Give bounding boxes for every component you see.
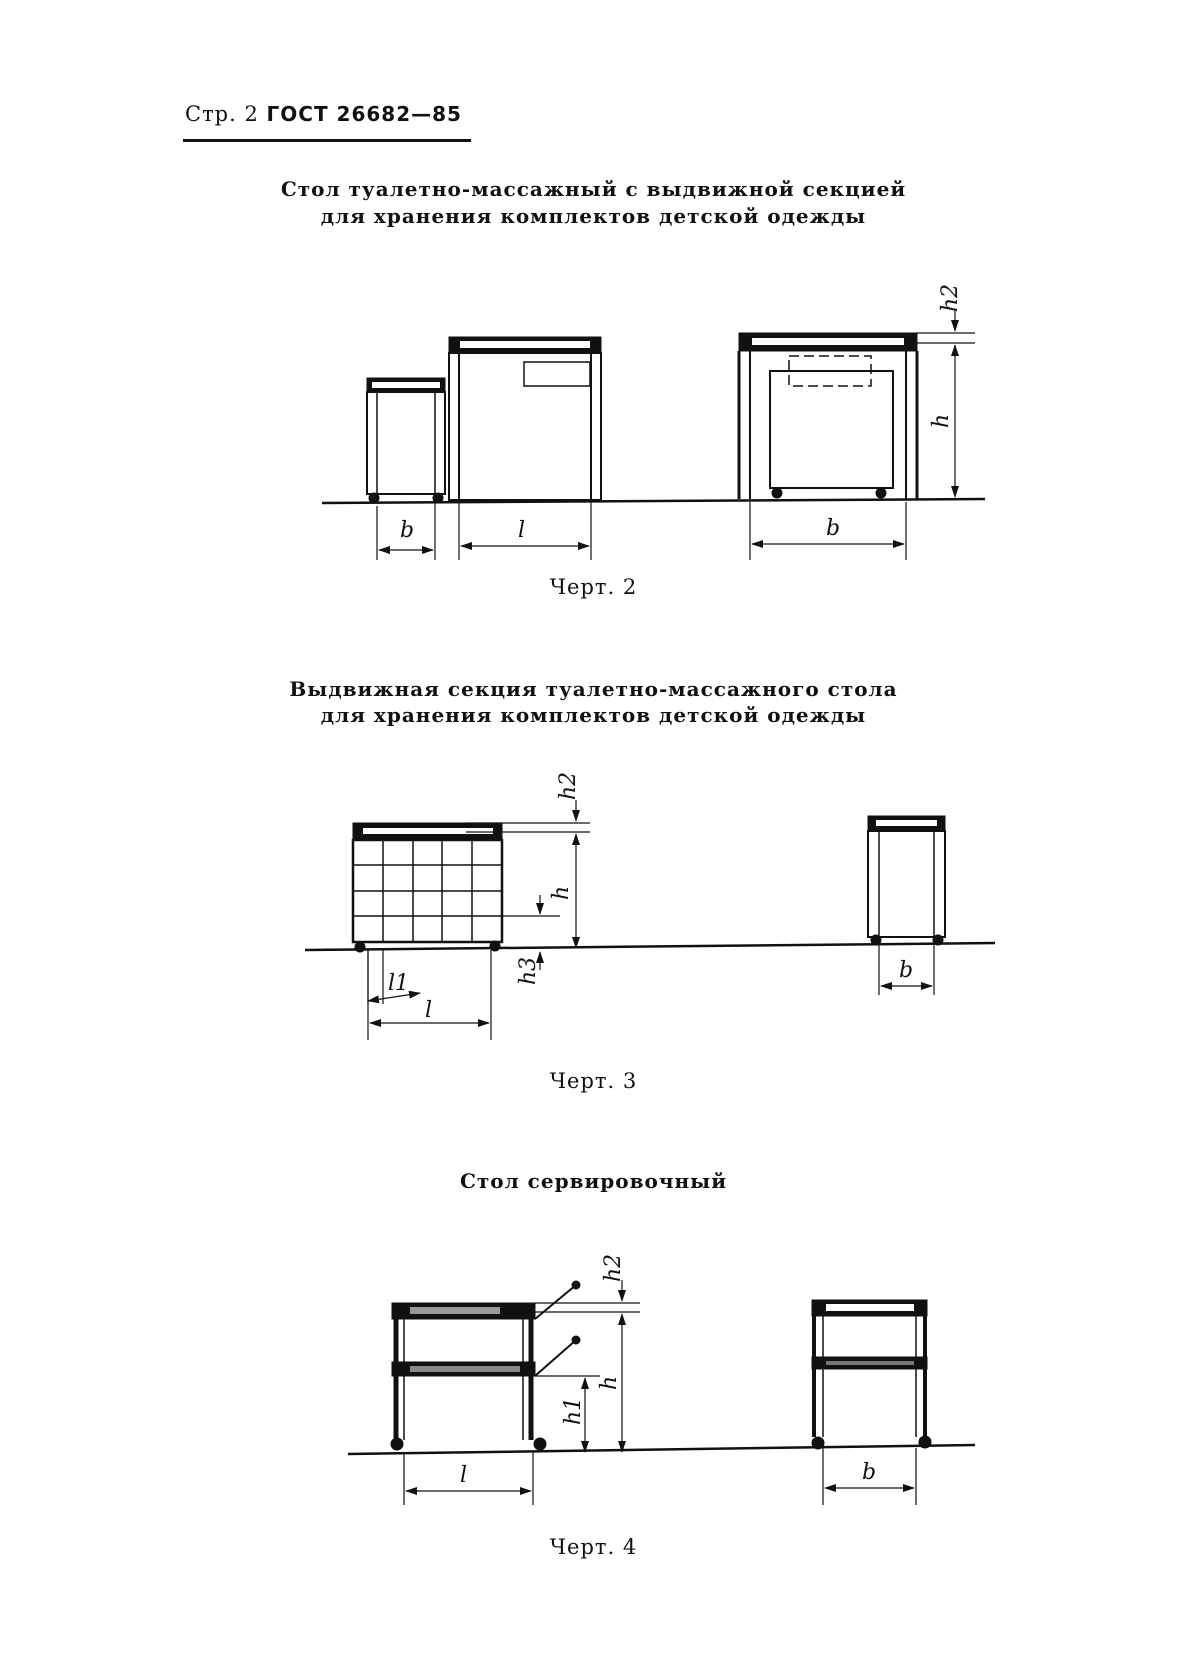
serving-table-front [391,1281,580,1450]
dim-l1: l1 [388,971,410,996]
standard-number: ГОСТ 26682—85 [266,102,462,126]
table-with-drawer [739,333,917,499]
section2-title-line1: Выдвижная секция туалетно-массажного стола [289,677,898,701]
figure4-caption: Черт. 4 [549,1535,638,1559]
section1-title-line2: для хранения комплектов детской одежды [320,204,867,228]
dim-h2: h2 [601,1253,626,1282]
figure2-labels [400,284,963,543]
figure2-caption: Черт. 2 [549,575,638,599]
figure2-drawing [322,310,985,560]
dim-b: b [862,1460,877,1485]
section2-title-line2: для хранения комплектов детской одежды [320,703,867,727]
dim-h2: h2 [938,283,963,312]
ground-line [322,499,985,503]
dim-l: l [518,518,526,543]
dim-h: h [929,413,954,428]
ground-line [305,943,995,950]
figure3-labels [388,772,913,1023]
dim-h2: h2 [556,771,581,800]
serving-table-side [812,1300,931,1449]
large-table [449,337,601,500]
dim-h: h [597,1375,622,1390]
section1-title-line1: Стол туалетно-массажный с выдвижной секцией [280,177,907,201]
section3-title: Стол сервировочный [459,1169,728,1193]
ground-line [348,1445,975,1454]
page-label: Стр. 2 [185,102,259,126]
dim-h3: h3 [516,956,541,985]
drawer-section-side [868,816,945,945]
dim-h1: h1 [561,1396,586,1425]
figure3-caption: Черт. 3 [549,1069,638,1093]
dim-h: h [549,885,574,900]
small-cabinet [367,378,445,503]
dim-b-small: b [400,518,415,543]
dim-l: l [425,998,433,1023]
dim-b: b [899,958,914,983]
figure4-drawing [348,1280,975,1505]
drawer-section-grid [353,823,502,952]
dim-l: l [460,1463,468,1488]
figure3-drawing [305,800,995,1040]
dim-b-drawer: b [826,516,841,541]
